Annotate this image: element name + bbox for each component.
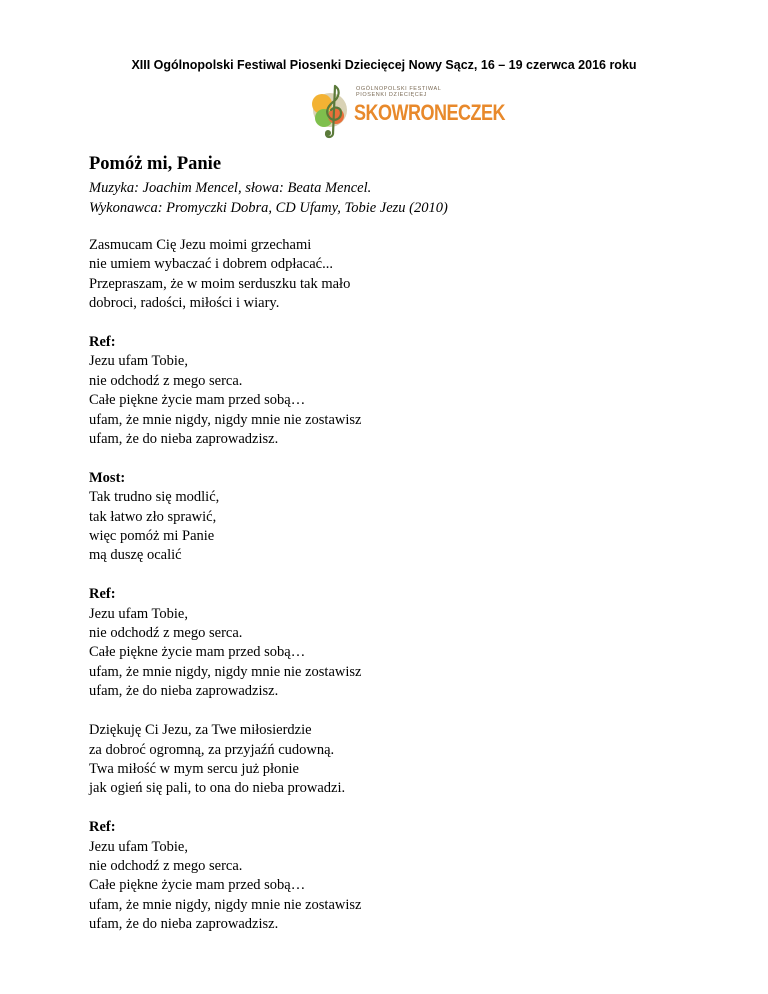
stanza bbox=[89, 818, 361, 934]
song-title: Pomóż mi, Panie bbox=[89, 154, 222, 174]
lyric-line: nie odchodź z mego serca. bbox=[89, 857, 243, 874]
lyric-line: ufam, że mnie nigdy, nigdy mnie nie zostawisz bbox=[89, 411, 362, 428]
lyric-line: Całe piękne życie mam przed sobą… bbox=[89, 392, 306, 409]
lyric-line: za dobroć ogromną, za przyjaźń cudowną. bbox=[89, 741, 335, 758]
logo-line-1: OGÓLNOPOLSKI FESTIWAL bbox=[356, 86, 442, 92]
lyric-line: dobroci, radości, miłości i wiary. bbox=[89, 295, 280, 312]
stanza-label: Ref: bbox=[89, 819, 116, 836]
lyric-line: nie umiem wybaczać i dobrem odpłacać... bbox=[89, 256, 333, 273]
lyric-line: jak ogień się pali, to ona do nieba prowadzi. bbox=[89, 780, 346, 797]
song-performer: Wykonawca: Promyczki Dobra, CD Ufamy, Tobie Jezu (2010) bbox=[89, 200, 448, 216]
lyric-line: Twa miłość w mym sercu już płonie bbox=[89, 760, 299, 777]
lyric-line: Przepraszam, że w moim serduszku tak mało bbox=[89, 275, 351, 292]
stanza bbox=[89, 236, 361, 314]
lyric-line: Jezu ufam Tobie, bbox=[89, 838, 188, 855]
song-meta bbox=[89, 178, 448, 218]
treble-clef-logo-icon bbox=[308, 80, 356, 140]
lyric-line: nie odchodź z mego serca. bbox=[89, 625, 243, 642]
lyric-line: Całe piękne życie mam przed sobą… bbox=[89, 877, 306, 894]
lyric-line: Jezu ufam Tobie, bbox=[89, 353, 188, 370]
stanza bbox=[89, 469, 361, 566]
stanza bbox=[89, 585, 361, 701]
stanza-label: Most: bbox=[89, 469, 126, 486]
festival-header: XIII Ogólnopolski Festiwal Piosenki Dziecięcej Nowy Sącz, 16 – 19 czerwca 2016 roku bbox=[131, 58, 637, 72]
lyric-line: Jezu ufam Tobie, bbox=[89, 605, 188, 622]
lyric-line: Dziękuję Ci Jezu, za Twe miłosierdzie bbox=[89, 722, 312, 739]
stanza-label: Ref: bbox=[89, 586, 116, 603]
lyric-line: ufam, że do nieba zaprowadzisz. bbox=[89, 431, 279, 448]
stanza bbox=[89, 333, 361, 449]
lyric-line: ufam, że mnie nigdy, nigdy mnie nie zostawisz bbox=[89, 663, 362, 680]
lyric-line: Całe piękne życie mam przed sobą… bbox=[89, 644, 306, 661]
logo-line-2: PIOSENKI DZIECIĘCEJ bbox=[356, 92, 427, 98]
lyric-line: ufam, że do nieba zaprowadzisz. bbox=[89, 916, 279, 933]
lyric-line: Zasmucam Cię Jezu moimi grzechami bbox=[89, 237, 312, 253]
stanza bbox=[89, 721, 361, 799]
lyric-line: więc pomóż mi Panie bbox=[89, 528, 215, 545]
lyric-line: nie odchodź z mego serca. bbox=[89, 372, 243, 389]
song-credits: Muzyka: Joachim Mencel, słowa: Beata Mencel. bbox=[89, 180, 372, 196]
lyric-line: Tak trudno się modlić, bbox=[89, 489, 220, 506]
lyric-line: ufam, że mnie nigdy, nigdy mnie nie zostawisz bbox=[89, 896, 362, 913]
logo-brand: SKOWRONECZEK bbox=[354, 100, 505, 125]
lyric-line: ufam, że do nieba zaprowadzisz. bbox=[89, 683, 279, 700]
festival-logo bbox=[308, 80, 505, 140]
lyric-line: tak łatwo zło sprawić, bbox=[89, 508, 217, 525]
stanza-label: Ref: bbox=[89, 334, 116, 351]
lyric-line: mą duszę ocalić bbox=[89, 547, 182, 564]
lyrics bbox=[89, 236, 361, 954]
